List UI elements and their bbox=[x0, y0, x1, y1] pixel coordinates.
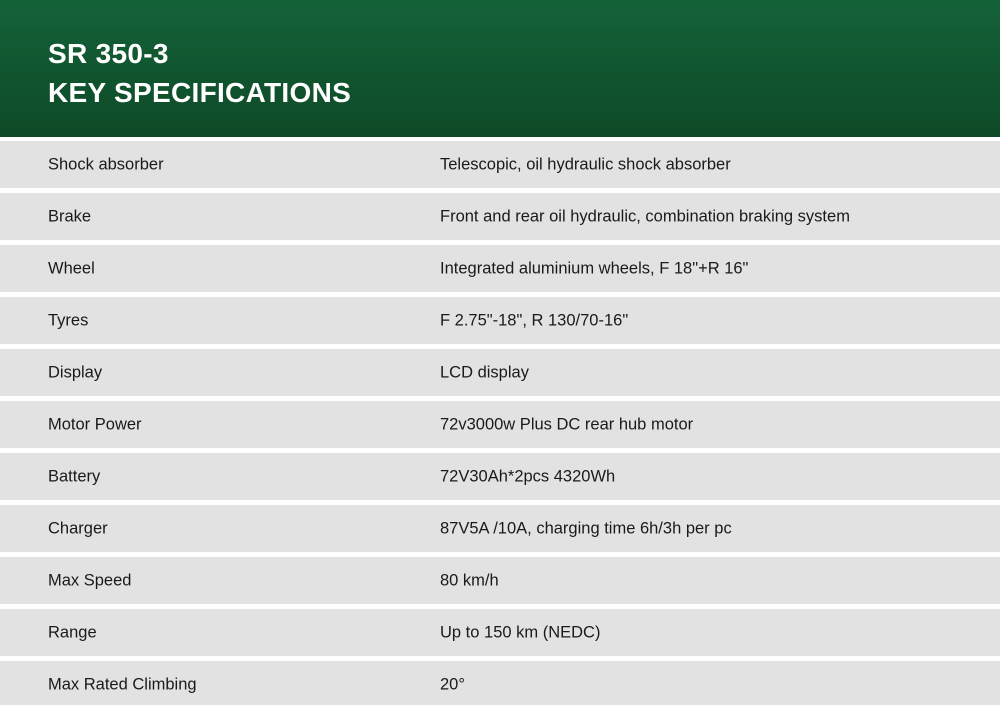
spec-label: Max Rated Climbing bbox=[48, 675, 197, 693]
spec-label: Wheel bbox=[48, 259, 95, 277]
spec-row-max-speed bbox=[0, 557, 1000, 604]
spec-table bbox=[0, 141, 1000, 705]
spec-value: Up to 150 km (NEDC) bbox=[440, 623, 601, 641]
spec-value: Telescopic, oil hydraulic shock absorber bbox=[440, 155, 731, 173]
spec-row-motor-power bbox=[0, 401, 1000, 448]
spec-label: Display bbox=[48, 363, 103, 381]
spec-value: 20° bbox=[440, 675, 465, 693]
section-title: KEY SPECIFICATIONS bbox=[48, 77, 352, 108]
spec-row-charger bbox=[0, 505, 1000, 552]
spec-value: Front and rear oil hydraulic, combination braking system bbox=[440, 207, 850, 225]
spec-value: F 2.75"-18", R 130/70-16" bbox=[440, 311, 629, 329]
spec-row-display bbox=[0, 349, 1000, 396]
header-banner bbox=[0, 0, 1000, 137]
spec-row-range bbox=[0, 609, 1000, 656]
spec-row-brake bbox=[0, 193, 1000, 240]
spec-label: Charger bbox=[48, 519, 108, 537]
spec-value: 72v3000w Plus DC rear hub motor bbox=[440, 415, 694, 433]
spec-row-wheel bbox=[0, 245, 1000, 292]
spec-label: Battery bbox=[48, 467, 101, 485]
spec-label: Motor Power bbox=[48, 415, 142, 433]
spec-label: Tyres bbox=[48, 311, 89, 329]
spec-row-tyres bbox=[0, 297, 1000, 344]
spec-value: Integrated aluminium wheels, F 18"+R 16" bbox=[440, 259, 749, 277]
spec-label: Max Speed bbox=[48, 571, 132, 589]
spec-value: 87V5A /10A, charging time 6h/3h per pc bbox=[440, 519, 732, 537]
spec-label: Brake bbox=[48, 207, 92, 225]
spec-label: Range bbox=[48, 623, 97, 641]
spec-row-max-rated-climbing bbox=[0, 661, 1000, 705]
model-title: SR 350-3 bbox=[48, 38, 169, 69]
spec-row-shock-absorber bbox=[0, 141, 1000, 188]
spec-value: 80 km/h bbox=[440, 571, 499, 589]
spec-value: 72V30Ah*2pcs 4320Wh bbox=[440, 467, 616, 485]
spec-label: Shock absorber bbox=[48, 155, 164, 173]
spec-row-battery bbox=[0, 453, 1000, 500]
spec-value: LCD display bbox=[440, 363, 529, 381]
